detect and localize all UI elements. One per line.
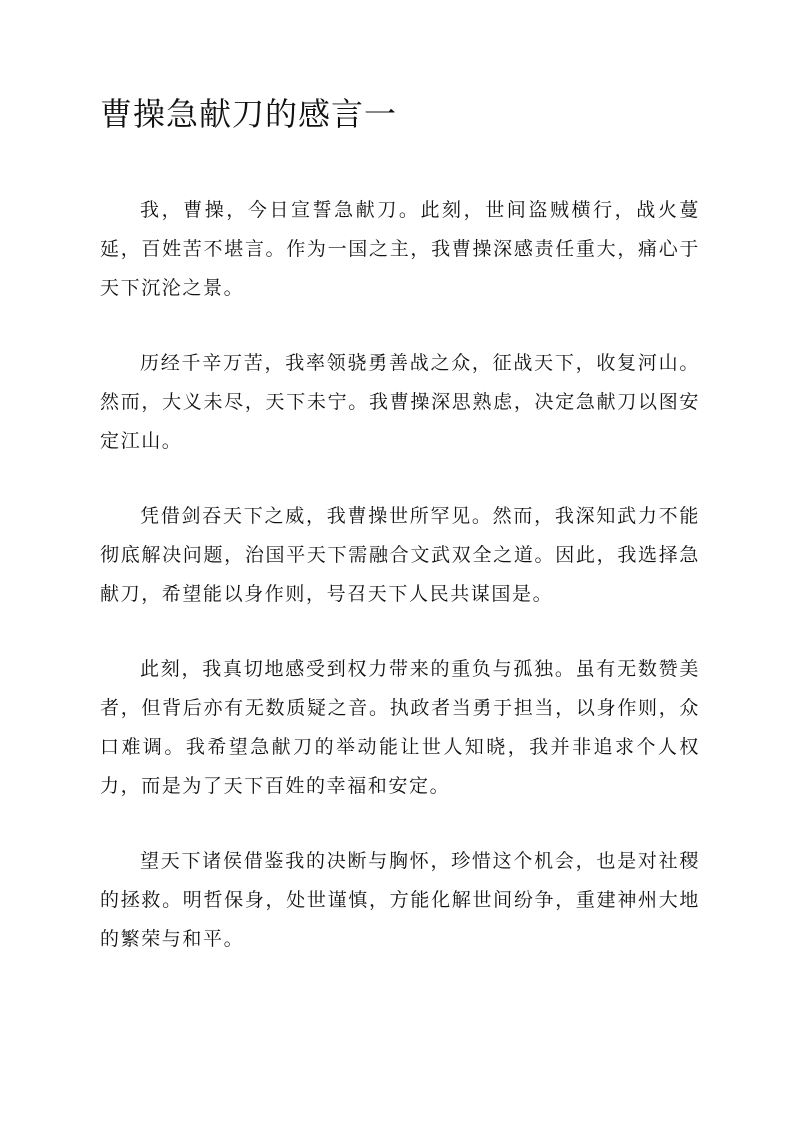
paragraph-5: 望天下诸侯借鉴我的决断与胸怀，珍惜这个机会，也是对社稷的拯救。明哲保身，处世谨慎，方能化解世间纷争，重建神州大地的繁荣与和平。: [100, 850, 700, 950]
paragraph-4: 此刻，我真切地感受到权力带来的重负与孤独。虽有无数赞美者，但背后亦有无数质疑之音。执政者当勇于担当，以身作则，众口难调。我希望急献刀的举动能让世人知晓，我并非追求个人权力，而是为了天下百姓的幸福和安定。: [100, 658, 700, 797]
document-title: 曹操急献刀的感言一: [100, 95, 398, 133]
paragraph-1: 我，曹操，今日宣誓急献刀。此刻，世间盗贼横行，战火蔓延，百姓苦不堪言。作为一国之主，我曹操深感责任重大，痛心于天下沉沦之景。: [100, 199, 700, 299]
paragraph-3: 凭借剑吞天下之威，我曹操世所罕见。然而，我深知武力不能彻底解决问题，治国平天下需融合文武双全之道。因此，我选择急献刀，希望能以身作则，号召天下人民共谋国是。: [100, 505, 700, 605]
paragraph-2: 历经千辛万苦，我率领骁勇善战之众，征战天下，收复河山。然而，大义未尽，天下未宁。我曹操深思熟虑，决定急献刀以图安定江山。: [100, 352, 700, 452]
document-body: [100, 191, 700, 995]
